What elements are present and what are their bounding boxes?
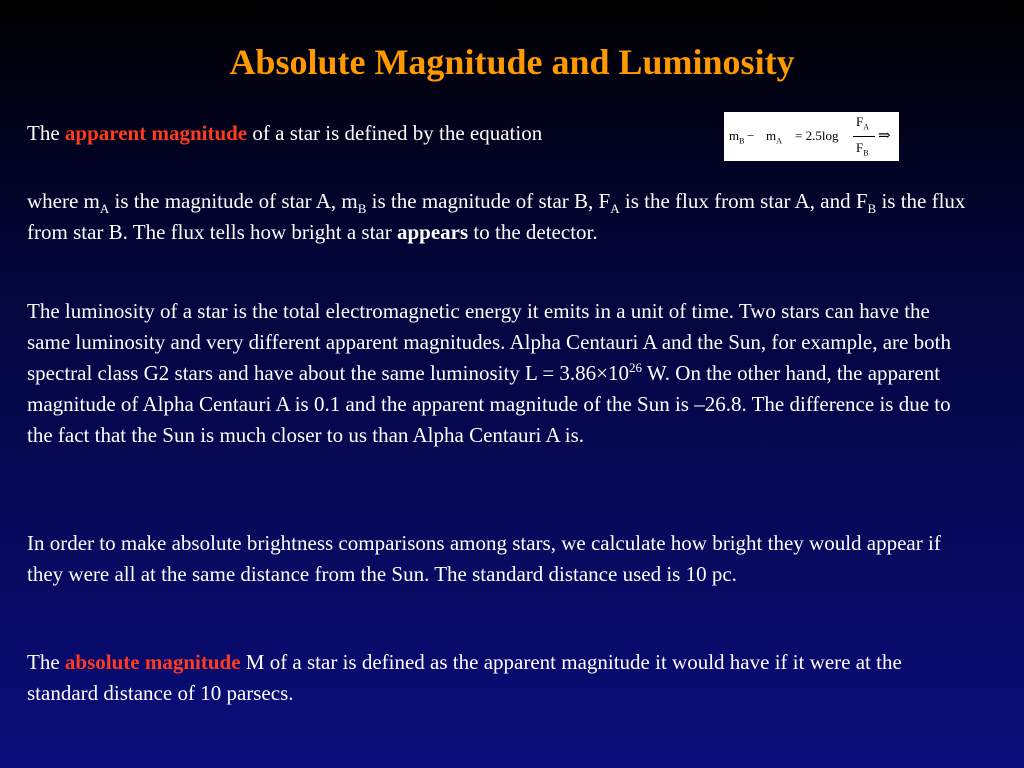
equation-numerator: $F_A$ bbox=[856, 114, 870, 132]
text-segment: of a star is defined by the equation bbox=[247, 121, 543, 145]
flux-definition-paragraph: where $m_A$ is the magnitude of star A, $m_B$ is the magnitude of star B, $F_A$ is the flux from star A, and $F_B$ is the flux from star B. The flux tells how bright a star appears to the detector. bbox=[27, 189, 966, 244]
absolute-magnitude-term: absolute magnitude bbox=[64, 650, 241, 674]
standard-distance-paragraph: In order to make absolute brightness comparisons among stars, we calculate how bright they would appear if they were all at the same distance from the Sun. The standard distance used is 10 pc. bbox=[27, 531, 941, 586]
equation-mb: $m_B$ bbox=[729, 128, 745, 146]
apparent-magnitude-term: apparent magnitude bbox=[64, 121, 248, 145]
equation-minus: − bbox=[747, 128, 755, 143]
apparent-magnitude-paragraph bbox=[27, 118, 707, 149]
equation-fraction-line bbox=[853, 136, 875, 137]
text-segment: The bbox=[27, 121, 65, 145]
appears-emphasis: appears bbox=[396, 220, 469, 244]
absolute-magnitude-paragraph: The absolute magnitude M of a star is defined as the apparent magnitude it would have if it were at the standard distance of 10 parsecs. bbox=[27, 650, 902, 705]
equation-ma: $m_A$ bbox=[766, 128, 782, 146]
luminosity-paragraph: The luminosity of a star is the total electromagnetic energy it emits in a unit of time. Two stars can have the same luminosity and very different apparent magnitudes. Alpha Centauri A and the Sun, for example, are both spectral class G2 stars and have about the same luminosity $L = 3.86\times 10^{26}$ W. On the other hand, the apparent magnitude of Alpha Centauri A is 0.1 and the apparent magnitude of the Sun is –26.8. The difference is due to the fact that the Sun is much closer to us than Alpha Centauri A is. bbox=[27, 299, 951, 447]
slide-title: Absolute Magnitude and Luminosity bbox=[229, 42, 795, 82]
equation-equals-coefficient: = 2.5log bbox=[795, 128, 839, 143]
equation-denominator: $F_B$ bbox=[856, 140, 869, 158]
equation-arrow-icon: ⇒ bbox=[878, 128, 891, 144]
